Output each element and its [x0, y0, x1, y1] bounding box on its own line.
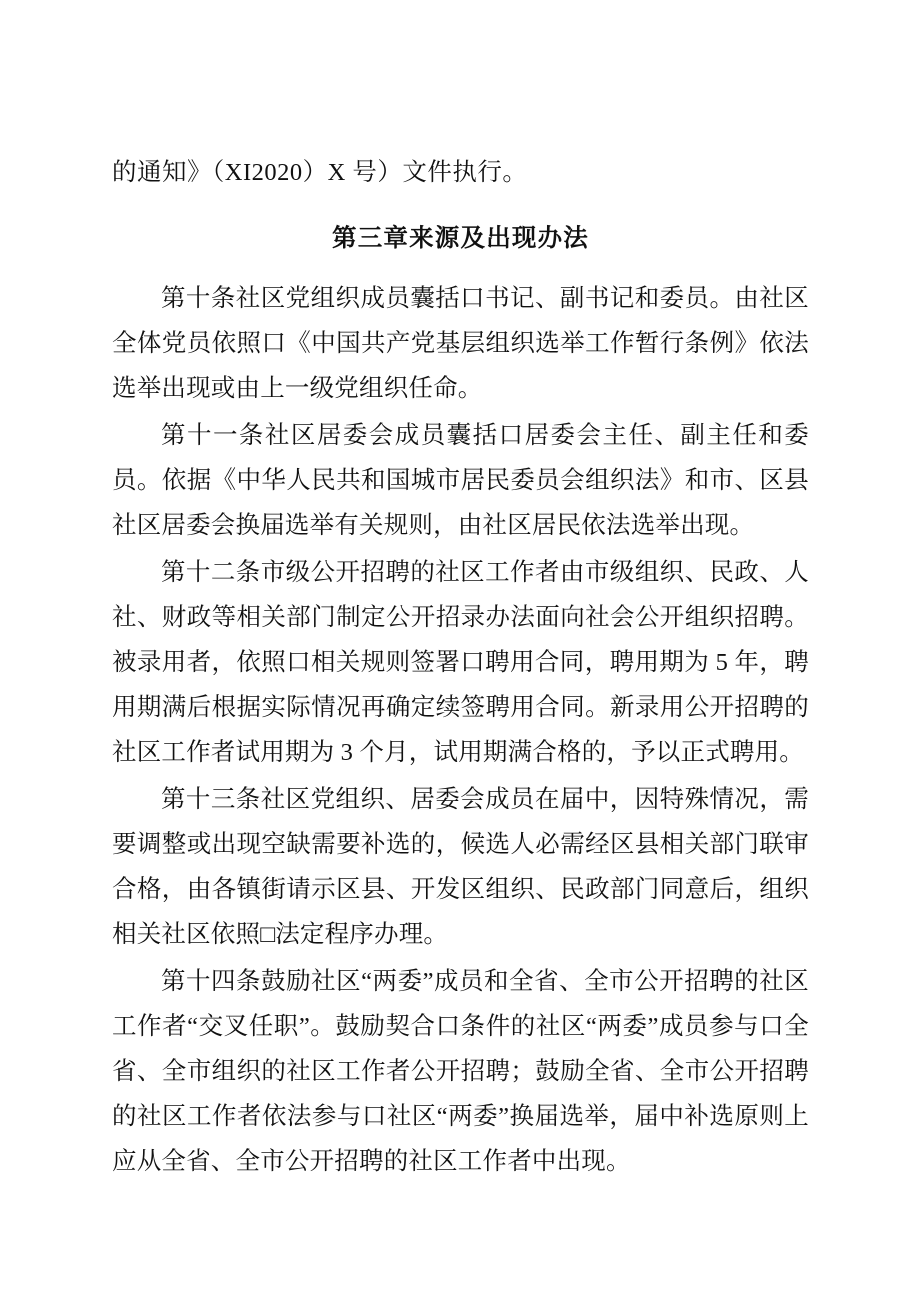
paragraph-article-11: 第十一条社区居委会成员囊括口居委会主任、副主任和委员。依据《中华人民共和国城市居民委员会组织法》和市、区县社区居委会换届选举有关规则，由社区居民依法选举出现。	[112, 422, 809, 539]
continued-line: 的通知》（XI2020）X 号）文件执行。	[112, 159, 528, 186]
document-text-block	[112, 150, 809, 1184]
paragraph-article-13: 第十三条社区党组织、居委会成员在届中，因特殊情况，需要调整或出现空缺需要补选的，候选人必需经区县相关部门联审合格，由各镇街请示区县、开发区组织、民政部门同意后，组织相关社区依照□法定程序办理。	[112, 786, 809, 948]
chapter-heading: 第三章来源及出现办法	[332, 225, 589, 252]
paragraph-article-10: 第十条社区党组织成员囊括口书记、副书记和委员。由社区全体党员依照口《中国共产党基层组织选举工作暂行条例》依法选举出现或由上一级党组织任命。	[112, 285, 809, 402]
paragraph-article-14: 第十四条鼓励社区“两委”成员和全省、全市公开招聘的社区工作者“交叉任职”。鼓励契合口条件的社区“两委”成员参与口全省、全市组织的社区工作者公开招聘；鼓励全省、全市公开招聘的社区工作者依法参与口社区“两委”换届选举，届中补选原则上应从全省、全市公开招聘的社区工作者中出现。	[112, 968, 809, 1175]
paragraph-article-12: 第十二条市级公开招聘的社区工作者由市级组织、民政、人社、财政等相关部门制定公开招录办法面向社会公开组织招聘。被录用者，依照口相关规则签署口聘用合同，聘用期为 5 年，聘用期满后根据实际情况再确定续签聘用合同。新录用公开招聘的社区工作者试用期为 3 个月，试用期满合格的，予以正式聘用。	[112, 559, 809, 766]
